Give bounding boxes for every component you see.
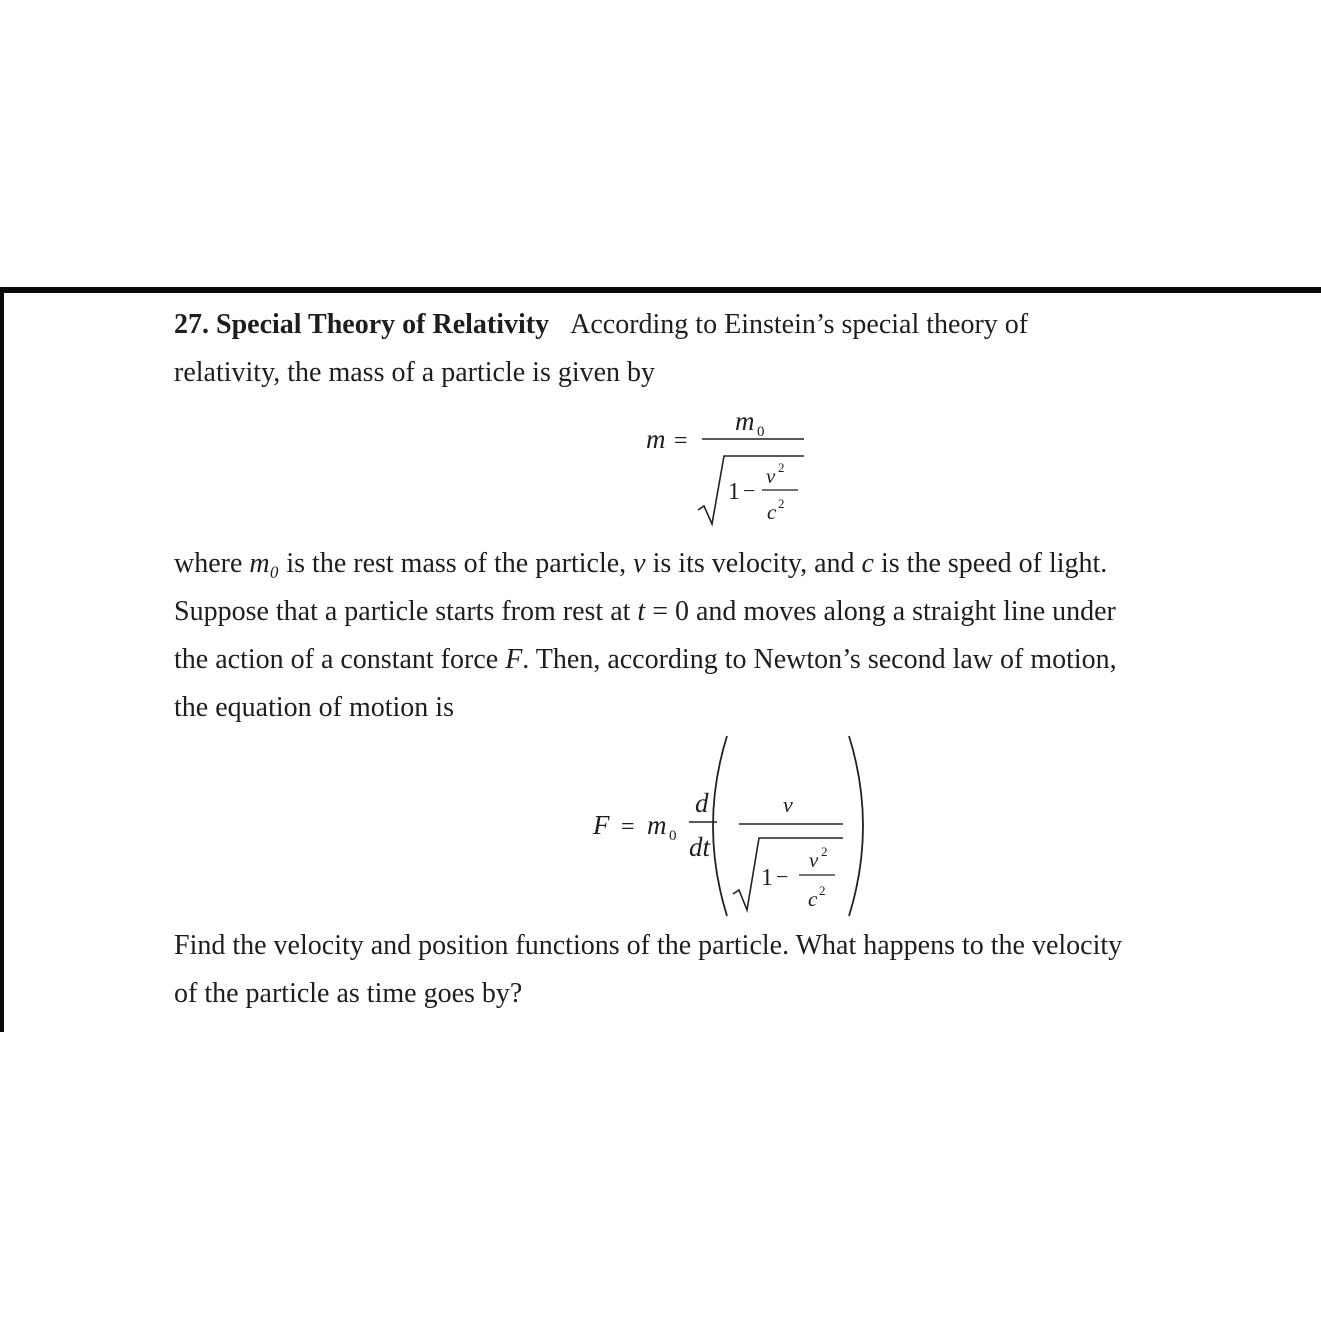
motion-equals: = <box>621 814 635 840</box>
where-text-2: is the rest mass of the particle, <box>279 548 634 579</box>
mass-one: 1 <box>728 479 740 505</box>
where-line4: the equation of motion is <box>174 692 454 723</box>
symbol-c: c <box>861 548 874 579</box>
intro-line2: relativity, the mass of a particle is given by <box>174 357 656 388</box>
motion-inner-numerator: v <box>809 848 819 872</box>
mass-inner-numerator-sup: 2 <box>778 460 785 475</box>
motion-inner-denominator: c <box>808 887 818 911</box>
motion-mass: m <box>647 810 667 840</box>
left-border-line <box>0 287 4 1032</box>
mass-equation <box>640 398 830 543</box>
mass-inner-numerator: v <box>766 464 776 488</box>
left-parenthesis <box>713 736 727 916</box>
symbol-v: v <box>633 548 646 579</box>
mass-numerator: m <box>735 406 755 436</box>
right-parenthesis <box>849 736 863 916</box>
motion-equation <box>585 732 875 927</box>
mass-minus: − <box>743 478 756 503</box>
where-text-1: where <box>174 548 250 579</box>
intro-paragraph <box>174 301 1274 397</box>
where-line2-a: Suppose that a particle starts from rest at <box>174 596 638 627</box>
mass-inner-denominator-sup: 2 <box>778 496 785 511</box>
where-line2-b: = 0 and moves along a straight line under <box>645 596 1116 627</box>
symbol-m0: m₀ <box>249 548 280 579</box>
motion-inner-denominator-sup: 2 <box>819 883 826 898</box>
top-border-line <box>0 287 1321 293</box>
motion-one: 1 <box>761 865 773 891</box>
problem-heading: 27. Special Theory of Relativity <box>174 309 550 340</box>
question-paragraph <box>174 922 1274 1018</box>
where-line3-a: the action of a constant force <box>174 644 506 675</box>
mass-equals: = <box>674 428 688 454</box>
motion-numerator: v <box>783 792 793 817</box>
question-line1: Find the velocity and position functions of the particle. What happens to the velocity <box>174 930 1123 961</box>
intro-lead: According to Einstein’s special theory of <box>570 309 1029 340</box>
motion-inner-numerator-sup: 2 <box>821 844 828 859</box>
motion-mass-subscript: 0 <box>669 828 677 844</box>
where-text-3: is its velocity, and <box>645 548 862 579</box>
derivative-dt: dt <box>689 832 711 862</box>
symbol-t: t <box>637 596 646 627</box>
definition-paragraph <box>174 540 1274 732</box>
where-text-4: is the speed of light. <box>873 548 1108 579</box>
mass-lhs: m <box>646 424 666 454</box>
derivative-d: d <box>695 788 709 818</box>
motion-lhs: F <box>593 810 610 840</box>
mass-numerator-subscript: 0 <box>757 424 765 440</box>
where-line3-b: . Then, according to Newton’s second law of motion, <box>522 644 1117 675</box>
motion-minus: − <box>776 864 789 889</box>
mass-inner-denominator: c <box>767 500 777 524</box>
question-line2: of the particle as time goes by? <box>174 978 523 1009</box>
symbol-F: F <box>505 644 523 675</box>
